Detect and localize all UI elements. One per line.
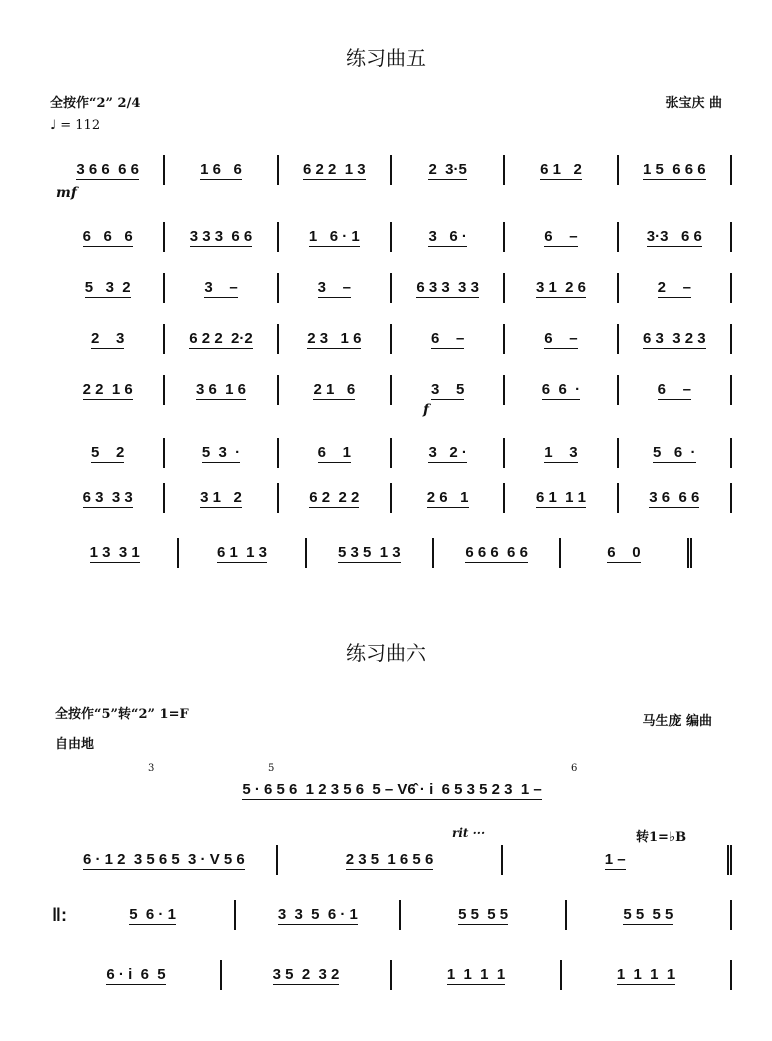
etude5-tempo: ♩ = 112 xyxy=(50,118,101,133)
measure xyxy=(619,222,732,252)
measure xyxy=(619,273,732,303)
measure-notes: 5 2 xyxy=(90,443,125,461)
measure-notes: 3 1 2 xyxy=(200,488,242,506)
measure xyxy=(505,222,618,252)
measure-notes: 6 6 6 6 6 xyxy=(465,543,528,561)
measure xyxy=(165,438,278,468)
measure xyxy=(52,960,222,990)
measure-notes: 3 3 3 6 6 xyxy=(189,227,253,245)
measure-notes: 6 · 1 2 3 5 6 5 3 · V 5 6 xyxy=(82,850,245,868)
measure-notes: 3 6 6 6 xyxy=(649,488,700,506)
score-row xyxy=(52,375,732,405)
tuplet-3: 3 xyxy=(148,763,155,774)
measure-notes: 6 1 2 xyxy=(540,160,582,178)
measure xyxy=(503,845,732,875)
measure-notes: 5 6 · 1 xyxy=(129,905,176,923)
etude6-fingering: 全按作“5”转“2” 1=F xyxy=(55,707,189,722)
measure xyxy=(279,483,392,513)
score-row xyxy=(52,900,732,930)
measure xyxy=(52,845,278,875)
measure xyxy=(279,222,392,252)
measure-notes: 1 3 xyxy=(544,443,578,461)
measure-notes: 6 – xyxy=(544,329,578,347)
score-row xyxy=(52,438,732,468)
dynamic-mf: mf xyxy=(56,185,77,201)
measure xyxy=(392,375,505,405)
measure-notes: 2 3·5 xyxy=(428,160,467,178)
measure-notes: 6 3 3 3 xyxy=(82,488,133,506)
measure-notes: 3 5 xyxy=(430,380,465,398)
measure-notes: 6 3 3 3 3 xyxy=(416,278,479,296)
measure-notes: 1 1 1 1 xyxy=(446,965,506,983)
repeat-start-sign: ‖: xyxy=(52,904,67,925)
measure-notes: 3 – xyxy=(317,278,351,296)
measure-notes: 2 6 1 xyxy=(426,488,469,506)
measure-notes: 3 1 2 6 xyxy=(535,278,586,296)
etude5-fingering xyxy=(50,92,140,111)
measure xyxy=(619,375,732,405)
measure-notes: 6 6 · xyxy=(541,380,581,398)
measure-notes: 6 3 3 2 3 xyxy=(643,329,706,347)
measure-notes: 6 0 xyxy=(607,543,641,561)
measure-notes: 6 – xyxy=(430,329,465,347)
measure xyxy=(179,538,306,568)
measure xyxy=(52,438,165,468)
measure-notes: 5 5 5 5 xyxy=(623,905,674,923)
measure xyxy=(52,375,165,405)
score-row xyxy=(52,324,732,354)
measure xyxy=(619,438,732,468)
measure-notes: 2 1 6 xyxy=(313,380,356,398)
measure xyxy=(279,324,392,354)
measure-notes: 3 2 · xyxy=(428,443,467,461)
measure xyxy=(165,222,278,252)
measure xyxy=(505,483,618,513)
measure xyxy=(165,324,278,354)
measure xyxy=(392,324,505,354)
measure-notes: 3 6 · xyxy=(428,227,467,245)
measure xyxy=(165,375,278,405)
measure xyxy=(52,775,732,805)
measure-notes: 1 1 1 1 xyxy=(616,965,676,983)
measure-notes: 5 3 · xyxy=(201,443,241,461)
fingering-text: 全按作“2” xyxy=(50,96,114,111)
measure xyxy=(392,483,505,513)
time-signature: 2/4 xyxy=(117,96,141,111)
measure xyxy=(505,273,618,303)
score-row xyxy=(52,775,732,805)
measure xyxy=(52,222,165,252)
etude5-title: 练习曲五 xyxy=(346,46,426,70)
rit-marking: rit ··· xyxy=(452,826,486,840)
measure-notes: 5 3 2 xyxy=(84,278,131,296)
measure-notes: 6 1 xyxy=(317,443,351,461)
measure-notes: 3 6 1 6 xyxy=(195,380,247,398)
measure-notes: 6 – xyxy=(657,380,691,398)
measure xyxy=(52,324,165,354)
etude6-title: 练习曲六 xyxy=(346,641,426,665)
measure-notes: 3 3 5 6 · 1 xyxy=(277,905,358,923)
etude6-arranger: 马生庞 编曲 xyxy=(642,714,712,729)
measure xyxy=(222,960,392,990)
measure xyxy=(279,438,392,468)
measure-notes: 6 1 1 3 xyxy=(216,543,268,561)
measure xyxy=(52,155,165,185)
measure-notes: 6 – xyxy=(544,227,578,245)
measure-notes: 6 · i 6 5 xyxy=(106,965,166,983)
measure xyxy=(279,375,392,405)
score-row xyxy=(52,960,732,990)
measure xyxy=(236,900,401,930)
measure xyxy=(165,273,278,303)
measure xyxy=(71,900,236,930)
measure-notes: 6 1 1 1 xyxy=(535,488,586,506)
measure-notes: 1 5 6 6 6 xyxy=(643,160,706,178)
measure-notes: 3·3 6 6 xyxy=(646,227,702,245)
measure xyxy=(392,273,505,303)
tuplet-6: 6 xyxy=(571,763,578,774)
etude6-expression: 自由地 xyxy=(55,737,95,752)
etude5-composer: 张宝庆 曲 xyxy=(665,96,722,111)
score-row xyxy=(52,273,732,303)
measure xyxy=(505,324,618,354)
measure-notes: 2 – xyxy=(657,278,691,296)
measure-notes: 6 2 2 1 3 xyxy=(303,160,366,178)
measure xyxy=(619,155,732,185)
measure-notes: 1 3 3 1 xyxy=(89,543,140,561)
measure-notes: 6 6 6 xyxy=(82,227,133,245)
score-row xyxy=(52,155,732,185)
measure-notes: 6 2 2 2 xyxy=(309,488,360,506)
measure xyxy=(619,324,732,354)
measure-notes: 6 2 2 2·2 xyxy=(189,329,253,347)
measure xyxy=(278,845,504,875)
measure-notes: 1 – xyxy=(604,850,626,868)
tuplet-5: 5 xyxy=(268,763,275,774)
measure-notes: 5 6 · xyxy=(653,443,696,461)
measure xyxy=(561,538,691,568)
key-change: 转1=♭B xyxy=(636,830,687,845)
measure xyxy=(307,538,434,568)
measure-notes: 2 3 xyxy=(90,329,125,347)
measure-notes: 2 2 1 6 xyxy=(82,380,133,398)
score-row xyxy=(52,538,732,568)
measure xyxy=(392,222,505,252)
measure xyxy=(505,375,618,405)
measure xyxy=(505,438,618,468)
measure-notes: 3 5 2 3 2 xyxy=(272,965,340,983)
measure-notes: 2 3 1 6 xyxy=(307,329,362,347)
measure xyxy=(279,155,392,185)
measure xyxy=(392,438,505,468)
measure xyxy=(392,155,505,185)
measure xyxy=(562,960,732,990)
measure-notes: 3 6 6 6 6 xyxy=(76,160,139,178)
measure xyxy=(52,538,179,568)
measure xyxy=(52,273,165,303)
measure-notes: 5 3 5 1 3 xyxy=(338,543,401,561)
score-row xyxy=(52,483,732,513)
dynamic-f: f xyxy=(423,402,430,418)
measure xyxy=(165,483,278,513)
measure-notes: 1 6 6 xyxy=(200,160,242,178)
measure xyxy=(567,900,732,930)
score-row xyxy=(52,222,732,252)
score-row xyxy=(52,845,732,875)
measure-notes: 5 5 5 5 xyxy=(458,905,509,923)
measure-notes: 5 · 6 5 6 1 2 3 5 6 5 – V6̂ · i 6 5 3 5 2 3 1 – xyxy=(242,780,542,798)
measure xyxy=(52,483,165,513)
measure xyxy=(279,273,392,303)
measure xyxy=(401,900,566,930)
measure-notes: 1 6 · 1 xyxy=(308,227,360,245)
measure-notes: 2 3 5 1 6 5 6 xyxy=(345,850,434,868)
measure xyxy=(619,483,732,513)
measure xyxy=(165,155,278,185)
measure xyxy=(505,155,618,185)
measure xyxy=(392,960,562,990)
measure-notes: 3 – xyxy=(204,278,238,296)
measure xyxy=(434,538,561,568)
